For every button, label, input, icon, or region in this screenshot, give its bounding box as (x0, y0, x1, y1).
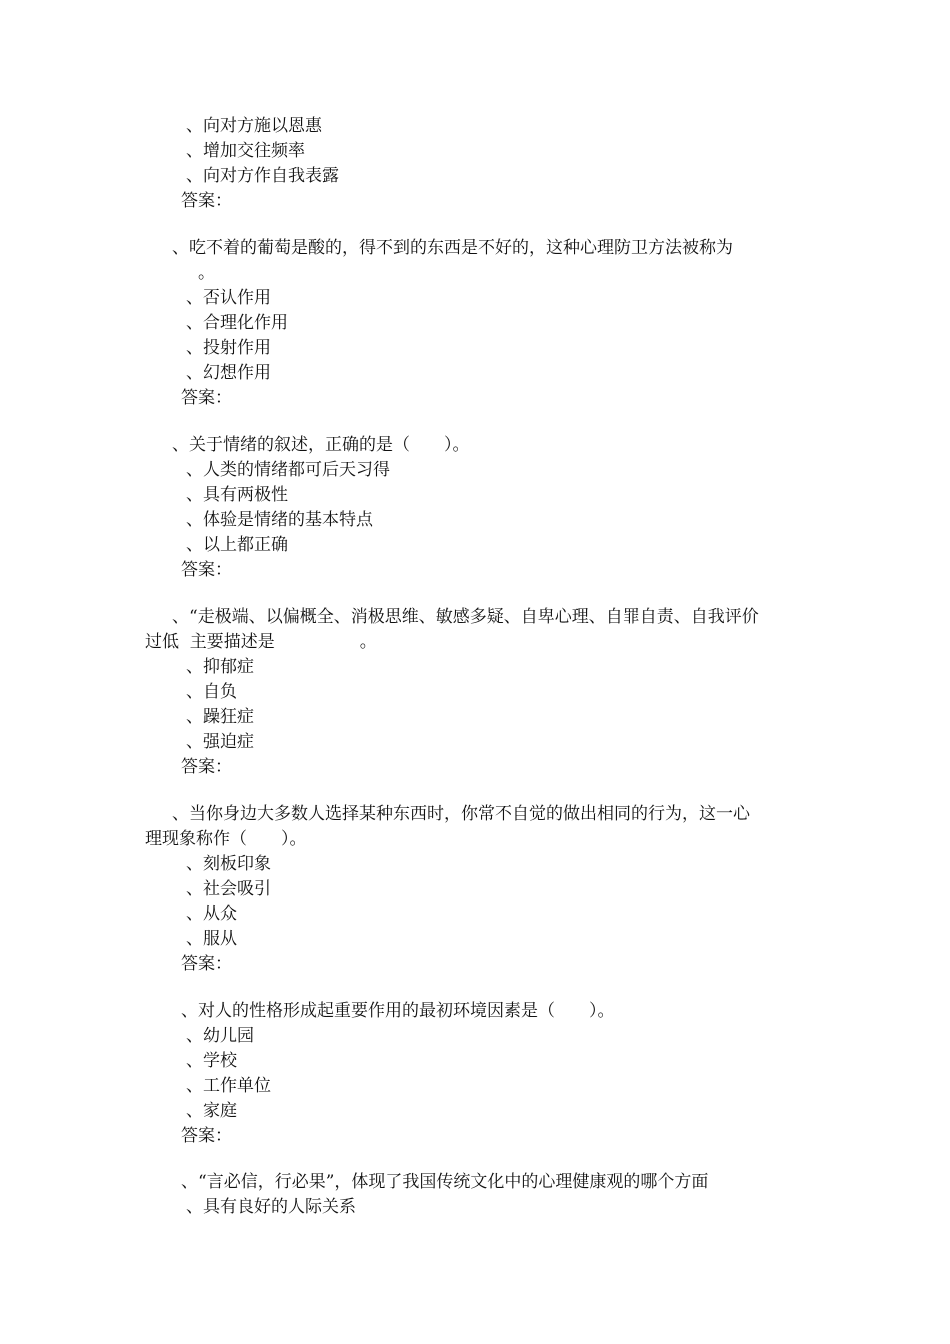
answer-label: 答案： (181, 757, 232, 777)
option-b: 、具有两极性 (186, 485, 288, 505)
question-stem-continued: 过低 主要描述是 。 (145, 632, 377, 652)
question-stem: 、当你身边大多数人选择某种东西时，你常不自觉的做出相同的行为，这一心 (172, 804, 750, 824)
option-a: 、刻板印象 (186, 854, 271, 874)
option-b: 、学校 (186, 1051, 237, 1071)
option-c: 、从众 (186, 904, 237, 924)
question-stem: 、吃不着的葡萄是酸的，得不到的东西是不好的，这种心理防卫方法被称为 (172, 238, 733, 258)
option-b: 、合理化作用 (186, 313, 288, 333)
answer-label: 答案： (181, 560, 232, 580)
question-stem-continued: 理现象称作（ ）。 (145, 829, 307, 849)
answer-label: 答案： (181, 388, 232, 408)
option-c: 、体验是情绪的基本特点 (186, 510, 373, 530)
option-c: 、向对方作自我表露 (186, 166, 339, 186)
question-stem: 、“言必信，行必果”，体现了我国传统文化中的心理健康观的哪个方面 (181, 1172, 709, 1192)
question-stem: 、对人的性格形成起重要作用的最初环境因素是（ ）。 (181, 1001, 615, 1021)
option-a: 、人类的情绪都可后天习得 (186, 460, 390, 480)
option-a: 、抑郁症 (186, 657, 254, 677)
option-d: 、服从 (186, 929, 237, 949)
option-a: 、向对方施以恩惠 (186, 116, 322, 136)
answer-label: 答案： (181, 954, 232, 974)
option-d: 、幻想作用 (186, 363, 271, 383)
question-stem: 、关于情绪的叙述，正确的是（ ）。 (172, 435, 470, 455)
option-b: 、社会吸引 (186, 879, 271, 899)
option-d: 、家庭 (186, 1101, 237, 1121)
option-b: 、增加交往频率 (186, 141, 305, 161)
answer-label: 答案： (181, 1126, 232, 1146)
option-c: 、躁狂症 (186, 707, 254, 727)
option-a: 、否认作用 (186, 288, 271, 308)
option-a: 、具有良好的人际关系 (186, 1197, 356, 1217)
option-d: 、强迫症 (186, 732, 254, 752)
question-stem-continued: 。 (198, 263, 215, 283)
option-c: 、工作单位 (186, 1076, 271, 1096)
question-stem: 、“走极端、以偏概全、消极思维、敏感多疑、自卑心理、自罪自责、自我评价 (172, 607, 759, 627)
option-d: 、以上都正确 (186, 535, 288, 555)
option-a: 、幼儿园 (186, 1026, 254, 1046)
option-b: 、自负 (186, 682, 237, 702)
answer-label: 答案： (181, 191, 232, 211)
option-c: 、投射作用 (186, 338, 271, 358)
